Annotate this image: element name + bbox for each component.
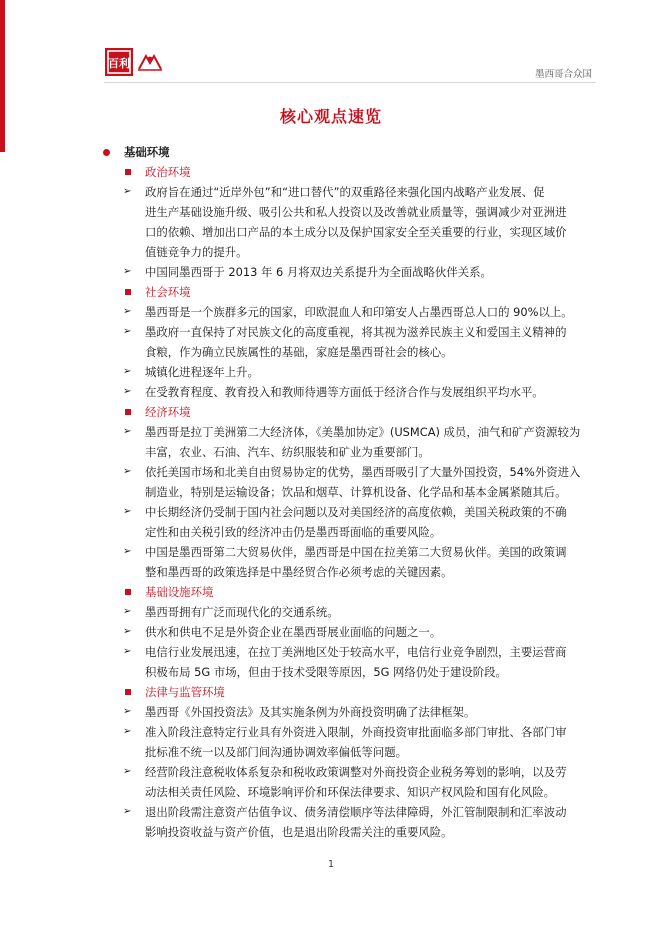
section-heading	[0, 142, 662, 162]
bullet-text: 墨西哥《外国投资法》及其实施条例为外商投资明确了法律框架。	[145, 705, 476, 719]
bullet-continuation	[0, 742, 662, 762]
subsection-square-icon	[125, 169, 131, 175]
bullet-text: 丰富，农业、石油、汽车、纺织服装和矿业为重要部门。	[145, 445, 430, 459]
partner-logo-icon	[136, 52, 164, 72]
bullet-text: 中国同墨西哥于 2013 年 6 月将双边关系提升为全面战略伙伴关系。	[145, 265, 492, 279]
subsection-square-icon	[125, 289, 131, 295]
arrow-bullet-icon: ➢	[123, 546, 132, 557]
subsection-title: 基础设施环境	[145, 585, 214, 599]
arrow-bullet-icon: ➢	[123, 726, 132, 737]
arrow-bullet-icon: ➢	[123, 506, 132, 517]
section-bullet-icon	[103, 149, 110, 156]
bullet-item	[0, 762, 662, 782]
header-doc-label: 墨西哥合众国	[534, 69, 592, 80]
arrow-bullet-icon: ➢	[123, 706, 132, 717]
bullet-item	[0, 262, 662, 282]
bullet-text: 中国是墨西哥第二大贸易伙伴，墨西哥是中国在拉美第二大贸易伙伴。美国的政策调	[145, 545, 567, 559]
bullet-text: 墨西哥是拉丁美洲第二大经济体，《美墨加协定》(USMCA) 成员，油气和矿产资源较为	[145, 425, 581, 439]
subsection-heading	[0, 162, 662, 182]
arrow-bullet-icon: ➢	[123, 766, 132, 777]
bullet-item	[0, 302, 662, 322]
bullet-text: 进生产基础设施升级、吸引公共和私人投资以及改善就业质量等，强调减少对亚洲进	[145, 205, 567, 219]
arrow-bullet-icon: ➢	[123, 646, 132, 657]
bullet-continuation	[0, 782, 662, 802]
bullet-item	[0, 802, 662, 822]
bullet-continuation	[0, 442, 662, 462]
subsection-title: 法律与监管环境	[145, 685, 225, 699]
bullet-text: 供水和供电不足是外资企业在墨西哥展业面临的问题之一。	[145, 625, 442, 639]
bullet-text: 墨西哥拥有广泛而现代化的交通系统。	[145, 605, 339, 619]
subsection-title: 经济环境	[145, 405, 191, 419]
bullet-item	[0, 502, 662, 522]
header-divider	[104, 82, 596, 83]
bullet-text: 整和墨西哥的政策选择是中墨经贸合作必须考虑的关键因素。	[145, 565, 453, 579]
arrow-bullet-icon: ➢	[123, 386, 132, 397]
bullet-text: 积极布局 5G 市场，但由于技术受限等原因，5G 网络仍处于建设阶段。	[145, 665, 507, 679]
bullet-text: 动法相关责任风险、环境影响评价和环保法律要求、知识产权风险和国有化风险。	[145, 785, 556, 799]
arrow-bullet-icon: ➢	[123, 366, 132, 377]
bullet-text: 口的依赖、增加出口产品的本土成分以及保护国家安全至关重要的行业，实现区域价	[145, 225, 567, 239]
document-body	[0, 142, 662, 842]
bullet-continuation	[0, 662, 662, 682]
subsection-square-icon	[125, 409, 131, 415]
bullet-continuation	[0, 522, 662, 542]
subsection-title: 政治环境	[145, 165, 191, 179]
bullet-text: 墨西哥是一个族群多元的国家，印欧混血人和印第安人占墨西哥总人口的 90%以上。	[145, 305, 573, 319]
arrow-bullet-icon: ➢	[123, 806, 132, 817]
bullet-item	[0, 362, 662, 382]
subsection-square-icon	[125, 589, 131, 595]
bullet-item	[0, 382, 662, 402]
bullet-text: 政府旨在通过“近岸外包”和“进口替代”的双重路径来强化国内战略产业发展、促	[145, 185, 545, 199]
bullet-item	[0, 422, 662, 442]
bullet-text: 城镇化进程逐年上升。	[145, 365, 259, 379]
bullet-item	[0, 542, 662, 562]
bullet-item	[0, 602, 662, 622]
bullet-text: 中长期经济仍受制于国内社会问题以及对美国经济的高度依赖，美国关税政策的不确	[145, 505, 567, 519]
subsection-title: 社会环境	[145, 285, 191, 299]
bullet-text: 制造业，特别是运输设备；饮品和烟草、计算机设备、化学品和基本金属紧随其后。	[145, 485, 567, 499]
company-logo-text: 百利	[108, 57, 130, 70]
bullet-text: 电信行业发展迅速，在拉丁美洲地区处于较高水平，电信行业竞争剧烈，主要运营商	[145, 645, 567, 659]
subsection-heading	[0, 282, 662, 302]
bullet-text: 依托美国市场和北美自由贸易协定的优势，墨西哥吸引了大量外国投资，54%外资进入	[145, 465, 581, 479]
subsection-heading	[0, 682, 662, 702]
bullet-text: 影响投资收益与资产价值，也是退出阶段需关注的重要风险。	[145, 825, 453, 839]
bullet-continuation	[0, 562, 662, 582]
bullet-text: 退出阶段需注意资产估值争议、债务清偿顺序等法律障碍，外汇管制限制和汇率波动	[145, 805, 567, 819]
arrow-bullet-icon: ➢	[123, 626, 132, 637]
bullet-item	[0, 642, 662, 662]
bullet-item	[0, 702, 662, 722]
arrow-bullet-icon: ➢	[123, 606, 132, 617]
bullet-continuation	[0, 242, 662, 262]
arrow-bullet-icon: ➢	[123, 186, 132, 197]
bullet-text: 食粮，作为确立民族属性的基础，家庭是墨西哥社会的核心。	[145, 345, 453, 359]
bullet-continuation	[0, 822, 662, 842]
bullet-text: 准入阶段注意特定行业具有外资进入限制，外商投资审批面临多部门审批、各部门审	[145, 725, 567, 739]
bullet-text: 经营阶段注意税收体系复杂和税收政策调整对外商投资企业税务筹划的影响，以及劳	[145, 765, 567, 779]
section-title: 基础环境	[124, 145, 170, 159]
arrow-bullet-icon: ➢	[123, 426, 132, 437]
bullet-item	[0, 622, 662, 642]
left-accent-bar	[0, 0, 5, 152]
bullet-item	[0, 462, 662, 482]
company-logo-icon	[104, 47, 134, 77]
bullet-item	[0, 322, 662, 342]
bullet-continuation	[0, 222, 662, 242]
subsection-heading	[0, 402, 662, 422]
page-number: 1	[327, 859, 335, 870]
bullet-text: 墨政府一直保持了对民族文化的高度重视，将其视为滋养民族主义和爱国主义精神的	[145, 325, 567, 339]
arrow-bullet-icon: ➢	[123, 466, 132, 477]
bullet-text: 批标准不统一以及部门间沟通协调效率偏低等问题。	[145, 745, 407, 759]
bullet-item	[0, 182, 662, 202]
bullet-text: 在受教育程度、教育投入和教师待遇等方面低于经济合作与发展组织平均水平。	[145, 385, 544, 399]
subsection-heading	[0, 582, 662, 602]
arrow-bullet-icon: ➢	[123, 326, 132, 337]
arrow-bullet-icon: ➢	[123, 306, 132, 317]
arrow-bullet-icon: ➢	[123, 266, 132, 277]
bullet-continuation	[0, 202, 662, 222]
bullet-text: 值链竞争力的提升。	[145, 245, 248, 259]
bullet-continuation	[0, 482, 662, 502]
subsection-square-icon	[125, 689, 131, 695]
bullet-text: 定性和由关税引致的经济冲击仍是墨西哥面临的重要风险。	[145, 525, 442, 539]
page-title: 核心观点速览	[279, 107, 382, 126]
bullet-item	[0, 722, 662, 742]
bullet-continuation	[0, 342, 662, 362]
